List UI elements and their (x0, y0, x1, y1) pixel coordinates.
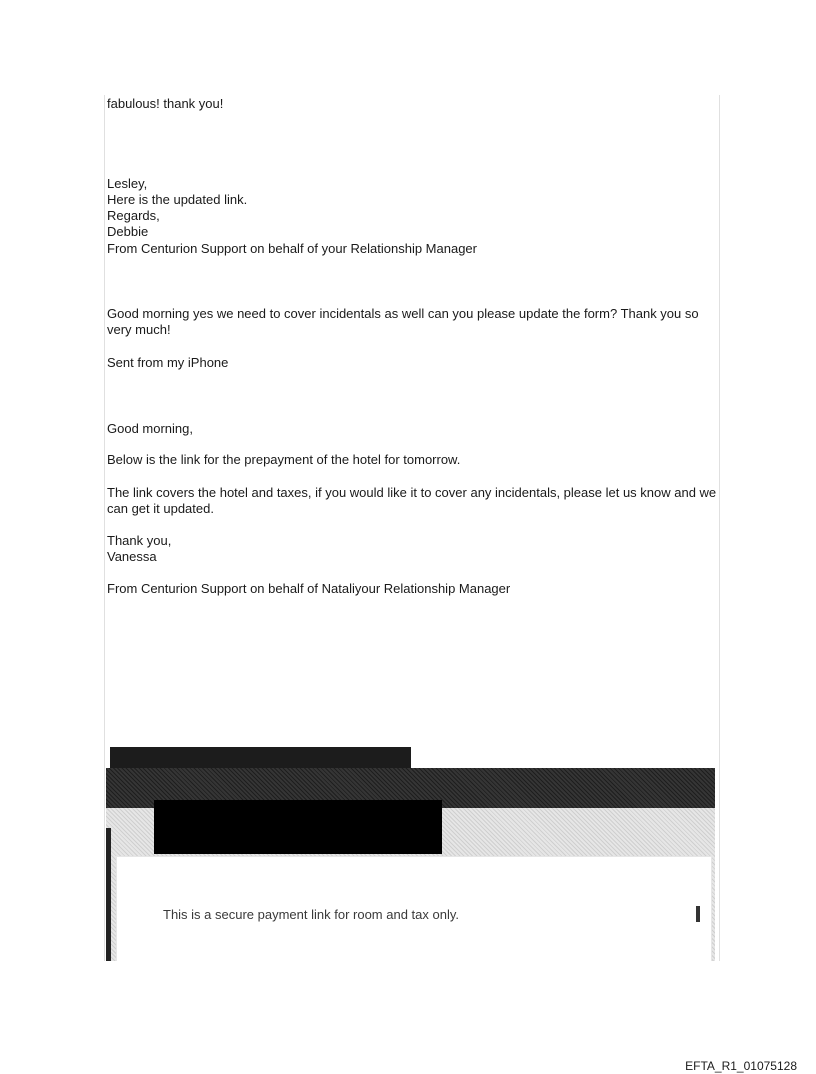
closing-regards: Regards, (107, 208, 160, 223)
reply-fabulous: fabulous! thank you! (107, 96, 224, 111)
redaction-block (110, 747, 411, 768)
sent-from-iphone: Sent from my iPhone (107, 355, 229, 370)
greeting-lesley: Lesley, (107, 176, 148, 191)
sender-name-vanessa: Vanessa (107, 549, 157, 564)
sender-name-debbie: Debbie (107, 224, 149, 239)
document-id: EFTA_R1_01075128 (685, 1059, 797, 1073)
link-coverage-line: The link covers the hotel and taxes, if you would like it to cover any incidentals, please let us know and we can get it updated. (107, 485, 717, 516)
thank-you-line: Thank you, (107, 533, 172, 548)
redaction-block-logo (154, 800, 442, 854)
signature-line-2: From Centurion Support on behalf of Nataliyour Relationship Manager (107, 581, 511, 596)
secure-payment-notice: This is a secure payment link for room and tax only. (163, 907, 459, 922)
greeting-good-morning: Good morning, (107, 421, 193, 436)
embed-left-edge (106, 828, 111, 961)
incidentals-request: Good morning yes we need to cover incidentals as well can you please update the form? Thank you so very much! (107, 306, 699, 337)
prepayment-link-line: Below is the link for the prepayment of the hotel for tomorrow. (107, 452, 461, 467)
scrollbar-handle[interactable] (696, 906, 700, 922)
updated-link-line: Here is the updated link. (107, 192, 248, 207)
signature-line: From Centurion Support on behalf of your Relationship Manager (107, 241, 477, 256)
